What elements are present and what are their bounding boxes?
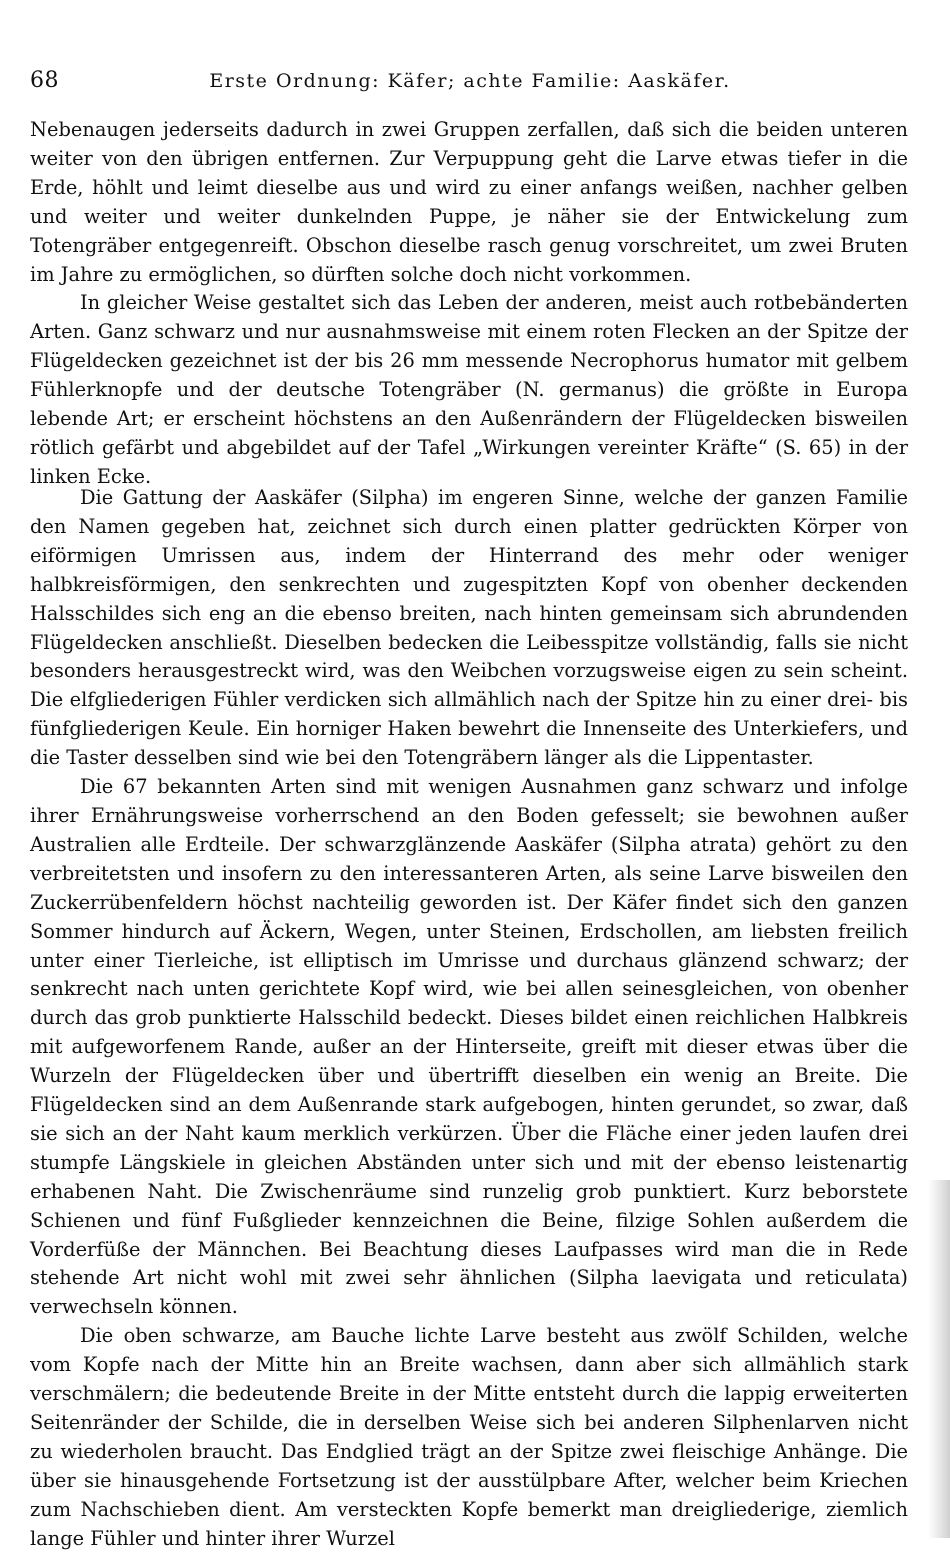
page-header — [30, 68, 910, 104]
text-block-necrophorus — [30, 116, 908, 492]
paragraph: In gleicher Weise gestaltet sich das Leben der anderen, meist auch rotbebänderten Arten. Ganz schwarz und nur ausnahmsweise mit einem roten Flecken an der Spitze der Flügeldecken gezeichnet ist der bis 26 mm messende Necrophorus humator mit gelbem Fühlerknopfe und der deutsche Totengräber (N. germanus) die größte in Europa lebende Art; er erscheint höchstens an den Außenrändern der Flügeldecken bisweilen rötlich gefärbt und abgebildet auf der Tafel „Wirkungen vereinter Kräfte“ (S. 65) in der linken Ecke. — [30, 291, 908, 488]
page-number: 68 — [30, 68, 59, 93]
paragraph: Nebenaugen jederseits dadurch in zwei Gruppen zerfallen, daß sich die beiden unteren weiter von den übrigen entfernen. Zur Verpuppung geht die Larve etwas tiefer in die Erde, höhlt und leimt dieselbe aus und wird zu einer anfangs weißen, nachher gelben und weiter und weiter dunkelnden Puppe, je näher sie der Entwickelung zum Totengräber entgegenreift. Obschon dieselbe rasch genug vorschreitet, um zwei Bruten im Jahre zu ermöglichen, so dürften solche doch nicht vorkommen. — [30, 118, 908, 286]
page-edge-shadow — [928, 1180, 950, 1538]
paragraph: Die 67 bekannten Arten sind mit wenigen Ausnahmen ganz schwarz und infolge ihrer Ernährungsweise vorherrschend an den Boden gefesselt; sie bewohnen außer Australien alle Erdteile. Der schwarzglänzende Aaskäfer (Silpha atrata) gehört zu den verbreitetsten und insofern zu den interessanteren Arten, als seine Larve bisweilen den Zuckerrübenfeldern höchst nachteilig geworden ist. Der Käfer findet sich den ganzen Sommer hindurch auf Äckern, Wegen, unter Steinen, Erdschollen, am liebsten freilich unter einer Tierleiche, ist elliptisch im Umrisse und durchaus glänzend schwarz; der senkrecht nach unten gerichtete Kopf wird, wie bei allen seinesgleichen, von obenher durch das grob punktierte Halsschild bedeckt. Dieses bildet einen reichlichen Halbkreis mit aufgeworfenem Rande, außer an der Hinterseite, greift mit dieser etwas über die Wurzeln der Flügeldecken über und übertrifft dieselben ein wenig an Breite. Die Flügeldecken sind an dem Außenrande stark aufgebogen, hinten gerundet, so zwar, daß sie sich an der Naht kaum merklich verkürzen. Über die Fläche einer jeden laufen drei stumpfe Längskiele in gleichen Abständen unter sich und mit der ebenso leistenartig erhabenen Naht. Die Zwischenräume sind runzelig grob punktiert. Kurz beborstete Schienen und fünf Fußglieder kennzeichnen die Beine, filzige Sohlen außerdem die Vorderfüße der Männchen. Bei Beachtung dieses Laufpasses wird man die in Rede stehende Art nicht wohl mit zwei sehr ähnlichen (Silpha laevigata und reticulata) verwechseln können. — [30, 775, 908, 1319]
paragraph: Die Gattung der Aaskäfer (Silpha) im engeren Sinne, welche der ganzen Familie den Namen gegeben hat, zeichnet sich durch einen platter gedrückten Körper von eiförmigen Umrissen aus, indem der Hinterrand des mehr oder weniger halbkreisförmigen, den senkrechten und zugespitzten Kopf von obenher deckenden Halsschildes sich eng an die ebenso breiten, nach hinten gemeinsam sich abrundenden Flügeldecken anschließt. Dieselben bedecken die Leibesspitze vollständig, falls sie nicht besonders herausgestreckt wird, was den Weibchen vorzugsweise eigen zu sein scheint. Die elfgliederigen Fühler verdicken sich allmählich nach der Spitze hin zu einer drei- bis fünfgliederigen Keule. Ein horniger Haken bewehrt die Innenseite des Unterkiefers, und die Taster desselben sind wie bei den Totengräbern länger als die Lippentaster. — [30, 486, 908, 770]
text-block-silpha — [30, 484, 908, 1554]
paragraph: Die oben schwarze, am Bauche lichte Larve besteht aus zwölf Schilden, welche vom Kopfe nach der Mitte hin an Breite wachsen, dann aber sich allmählich stark verschmälern; die bedeutende Breite in der Mitte entsteht durch die lappig erweiterten Seitenränder der Schilde, die in derselben Weise sich bei anderen Silphenlarven nicht zu wiederholen braucht. Das Endglied trägt an der Spitze zwei fleischige Anhänge. Die über sie hinausgehende Fortsetzung ist der ausstülpbare After, welcher beim Kriechen zum Nachschieben dient. Am versteckten Kopfe bemerkt man dreigliederige, ziemlich lange Fühler und hinter ihrer Wurzel — [30, 1324, 908, 1550]
running-head: Erste Ordnung: Käfer; achte Familie: Aaskäfer. — [209, 70, 731, 92]
